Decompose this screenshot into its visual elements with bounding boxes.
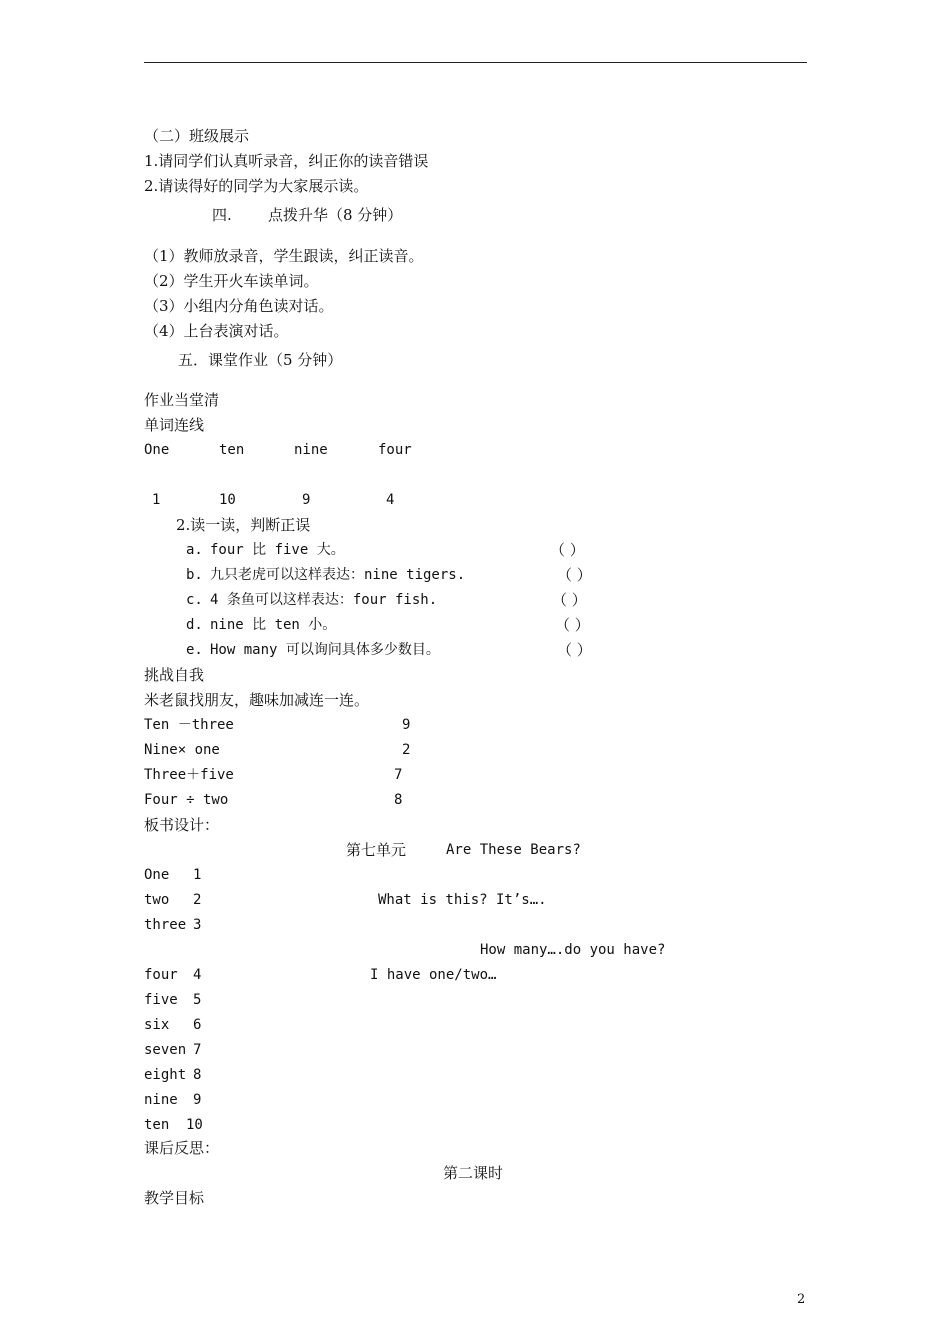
board-word: two	[144, 892, 170, 908]
board-sentence: What is this? It’s….	[378, 892, 547, 908]
equation-answer: 8	[394, 792, 403, 808]
equation-answer: 2	[402, 742, 411, 758]
judge-item-text: four 比 five 大。	[210, 542, 345, 558]
board-number: 6	[193, 1017, 202, 1033]
board-word: One	[144, 867, 170, 883]
equation-expression: Ten －three	[144, 717, 234, 733]
equation-expression: Four ÷ two	[144, 792, 229, 808]
judge-item-blank: （ ）	[555, 616, 590, 634]
section-4-title: 点拨升华（8 分钟）	[268, 206, 403, 224]
judge-item-label: e.	[186, 642, 203, 658]
header-rule	[144, 62, 807, 63]
step-item: （1）教师放录音，学生跟读，纠正读音。	[144, 247, 424, 265]
equation-expression: Nine× one	[144, 742, 220, 758]
match-word: nine	[294, 442, 328, 458]
match-word: One	[144, 442, 170, 458]
class-show-item-2: 2.请读得好的同学为大家展示读。	[144, 177, 369, 195]
step-item: （3）小组内分角色读对话。	[144, 297, 334, 315]
board-sentence: I have one/two…	[370, 967, 497, 983]
page-number: 2	[797, 1292, 806, 1307]
equation-expression: Three＋five	[144, 767, 234, 783]
board-word: six	[144, 1017, 170, 1033]
judge-item-text: 4 条鱼可以这样表达：four fish.	[210, 592, 438, 608]
lesson-two-title: 第二课时	[443, 1164, 504, 1182]
equation-answer: 7	[394, 767, 403, 783]
match-word: ten	[219, 442, 245, 458]
equation-answer: 9	[402, 717, 411, 733]
board-number: 3	[193, 917, 202, 933]
judge-item-blank: （ ）	[550, 541, 585, 559]
section-class-show: （二）班级展示	[144, 127, 250, 145]
board-word: three	[144, 917, 187, 933]
match-title: 单词连线	[144, 416, 205, 434]
board-word: nine	[144, 1092, 178, 1108]
board-number: 9	[193, 1092, 202, 1108]
match-number: 1	[152, 492, 161, 508]
objectives-title: 教学目标	[144, 1189, 205, 1207]
match-number: 4	[386, 492, 395, 508]
challenge-description: 米老鼠找朋友，趣味加减连一连。	[144, 691, 370, 709]
board-word: seven	[144, 1042, 187, 1058]
judge-item-label: d.	[186, 617, 203, 633]
judge-title: 2.读一读，判断正误	[176, 516, 311, 534]
board-word: five	[144, 992, 178, 1008]
judge-item-label: a.	[186, 542, 203, 558]
step-item: （4）上台表演对话。	[144, 322, 289, 340]
board-word: ten	[144, 1117, 170, 1133]
judge-item-blank: （ ）	[557, 641, 592, 659]
board-number: 7	[193, 1042, 202, 1058]
board-number: 1	[193, 867, 202, 883]
board-heading-title: Are These Bears?	[446, 842, 581, 858]
board-number: 5	[193, 992, 202, 1008]
match-number: 10	[219, 492, 236, 508]
step-item: （2）学生开火车读单词。	[144, 272, 319, 290]
judge-item-text: 九只老虎可以这样表达：nine tigers.	[210, 567, 466, 583]
board-heading-unit: 第七单元	[346, 841, 407, 859]
judge-item-label: c.	[186, 592, 203, 608]
board-number: 10	[186, 1117, 203, 1133]
board-number: 4	[193, 967, 202, 983]
judge-item-text: How many 可以询问具体多少数目。	[210, 642, 440, 658]
board-word: four	[144, 967, 178, 983]
board-sentence: How many….do you have?	[480, 942, 666, 958]
match-word: four	[378, 442, 412, 458]
board-word: eight	[144, 1067, 187, 1083]
match-number: 9	[302, 492, 311, 508]
board-design-title: 板书设计：	[144, 816, 220, 834]
class-show-item-1: 1.请同学们认真听录音，纠正你的读音错误	[144, 152, 429, 170]
section-4-number: 四.	[212, 206, 232, 224]
section-5-title: 五．课堂作业（5 分钟）	[178, 351, 343, 369]
judge-item-text: nine 比 ten 小。	[210, 617, 337, 633]
homework-title: 作业当堂清	[144, 391, 220, 409]
reflection-title: 课后反思：	[144, 1139, 220, 1157]
board-number: 8	[193, 1067, 202, 1083]
judge-item-blank: （ ）	[552, 591, 587, 609]
board-number: 2	[193, 892, 202, 908]
judge-item-label: b.	[186, 567, 203, 583]
challenge-title: 挑战自我	[144, 666, 205, 684]
judge-item-blank: （ ）	[557, 566, 592, 584]
